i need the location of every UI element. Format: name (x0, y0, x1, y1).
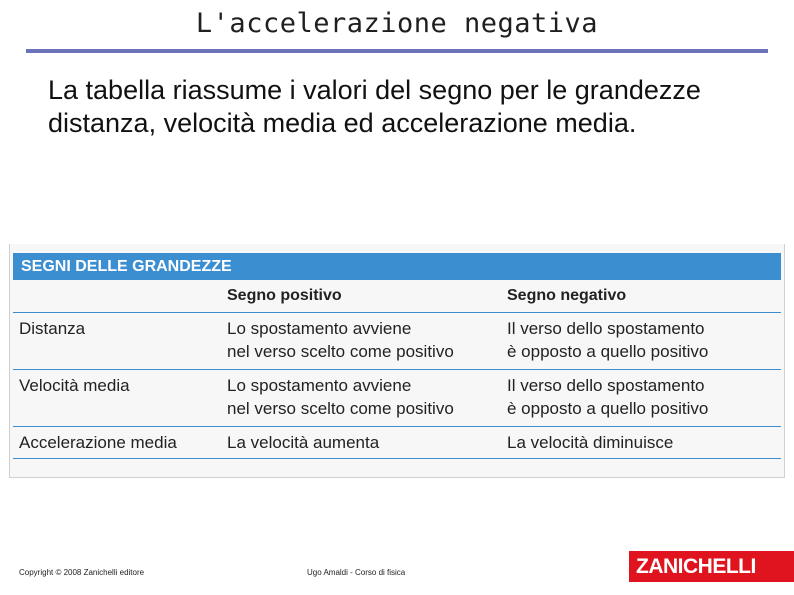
column-header-negative: Segno negativo (507, 287, 627, 304)
row-divider (13, 458, 781, 459)
column-header-positive: Segno positivo (227, 287, 342, 304)
cell-negative-line: è opposto a quello positivo (507, 399, 709, 418)
cell-negative-line: Il verso dello spostamento (507, 319, 705, 338)
row-label-velocita: Velocità media (19, 376, 130, 395)
intro-text: La tabella riassume i valori del segno per le grandezze distanza, velocità media ed accelerazione media. (48, 75, 701, 138)
title-divider (26, 49, 768, 53)
course-text: Ugo Amaldi - Corso di fisica (307, 568, 406, 577)
row-divider (13, 369, 781, 370)
copyright-text: Copyright © 2008 Zanichelli editore (19, 568, 145, 577)
table-heading: SEGNI DELLE GRANDEZZE (13, 253, 781, 280)
row-label-distanza: Distanza (19, 319, 86, 338)
cell-negative-line: Il verso dello spostamento (507, 376, 705, 395)
cell-positive-line: nel verso scelto come positivo (227, 399, 454, 418)
cell-negative-line: è opposto a quello positivo (507, 342, 709, 361)
row-divider (13, 426, 781, 427)
row-divider (13, 312, 781, 313)
cell-positive-line: La velocità aumenta (227, 433, 380, 452)
row-label-accelerazione: Accelerazione media (19, 433, 177, 452)
zanichelli-logo: ZANICHELLI (629, 551, 794, 582)
slide-title: L'accelerazione negativa (195, 8, 599, 39)
cell-positive-line: Lo spostamento avviene (227, 376, 412, 395)
signs-table (9, 244, 785, 478)
cell-positive-line: nel verso scelto come positivo (227, 342, 454, 361)
cell-positive-line: Lo spostamento avviene (227, 319, 412, 338)
cell-negative-line: La velocità diminuisce (507, 433, 674, 452)
